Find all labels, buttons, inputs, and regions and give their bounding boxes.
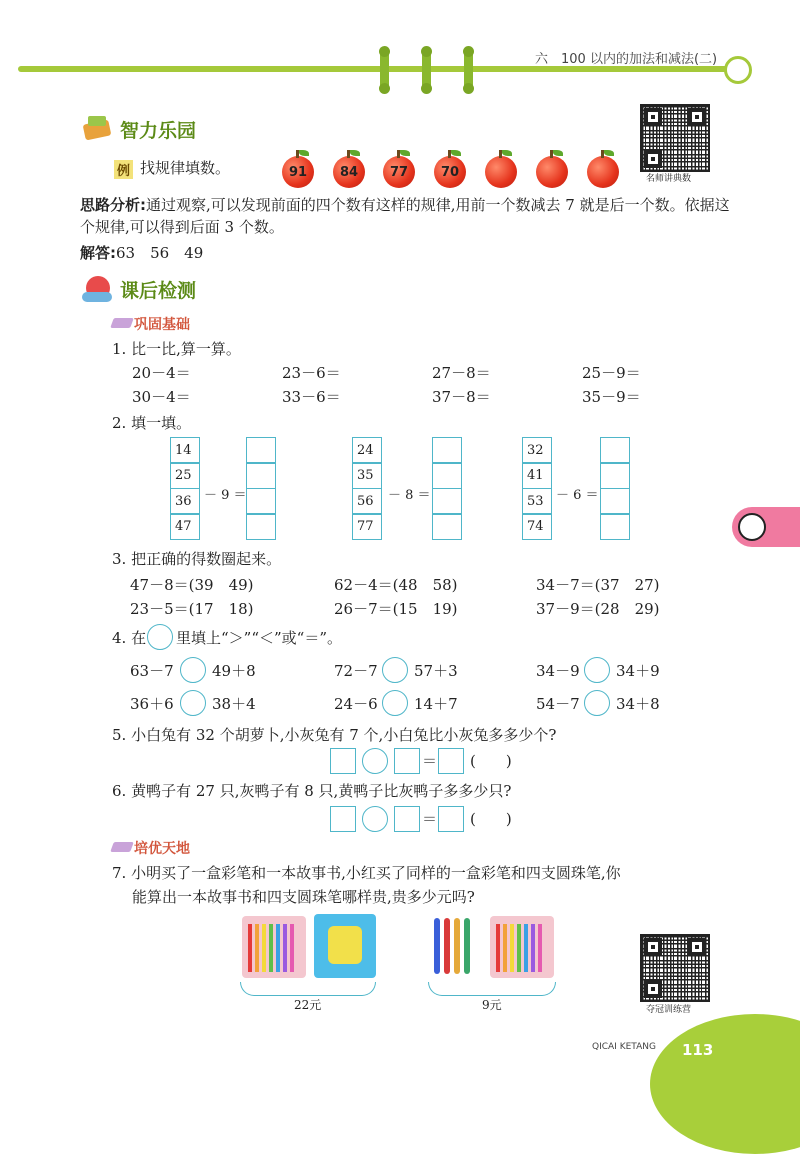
q2-operator: － 8 ＝ <box>388 488 431 503</box>
q1-item: 37－8＝ <box>432 388 491 406</box>
q5-title: 5. 小白兔有 32 个胡萝卜,小灰兔有 7 个,小白兔比小灰兔多多少个? <box>112 726 557 744</box>
q7-title-line1: 7. 小明买了一盒彩笔和一本故事书,小红买了同样的一盒彩笔和四支圆珠笔,你 <box>112 864 621 882</box>
q2-number: 32 <box>522 437 552 464</box>
q2-number: 41 <box>522 462 552 489</box>
q7-title-line2: 能算出一本故事书和四支圆珠笔哪样贵,贵多少元吗? <box>132 888 475 906</box>
q2-number: 14 <box>170 437 200 464</box>
q4-title-circle-icon <box>147 624 173 650</box>
q4-compare-circle[interactable] <box>584 690 610 716</box>
q2-operator: － 9 ＝ <box>204 488 247 503</box>
q6-unit-paren[interactable]: ( ) <box>470 810 512 828</box>
q1-item: 23－6＝ <box>282 364 341 382</box>
q2-answer-box[interactable] <box>600 462 630 489</box>
apple-number: 77 <box>383 156 415 188</box>
apple-number: 84 <box>333 156 365 188</box>
apple-blank <box>485 156 517 188</box>
q2-answer-box[interactable] <box>600 437 630 464</box>
ballpoint-pens-image <box>432 918 472 974</box>
q2-answer-column[interactable] <box>600 438 630 540</box>
q1-item: 33－6＝ <box>282 388 341 406</box>
price-label: 22元 <box>294 998 322 1012</box>
apple-blank <box>587 156 619 188</box>
answer-label: 解答: <box>80 244 116 262</box>
q6-number-box[interactable] <box>394 806 420 832</box>
apple-blank <box>536 156 568 188</box>
q4-left: 24－6 <box>334 695 378 713</box>
qr-code-teacher[interactable] <box>640 104 710 172</box>
q1-item: 30－4＝ <box>132 388 191 406</box>
pencil-icon <box>110 318 134 328</box>
footer-brand: QICAI KETANG <box>592 1042 656 1052</box>
q2-number: 74 <box>522 513 552 540</box>
q3-item[interactable]: 34－7＝(37 27) <box>536 576 660 594</box>
pencil-icon <box>110 842 134 852</box>
qr-caption: 夺冠训练营 <box>646 1005 692 1015</box>
q4-left: 54－7 <box>536 695 580 713</box>
q1-item: 20－4＝ <box>132 364 191 382</box>
q6-result-box[interactable] <box>438 806 464 832</box>
q1-title: 1. 比一比,算一算。 <box>112 340 241 358</box>
q6-operator-circle[interactable] <box>362 806 388 832</box>
q2-answer-box[interactable] <box>432 462 462 489</box>
q2-number-column <box>170 438 200 540</box>
q2-answer-box[interactable] <box>246 462 276 489</box>
q4-compare-circle[interactable] <box>180 657 206 683</box>
q5-equals: ＝ <box>422 752 438 770</box>
q4-left: 36＋6 <box>130 695 174 713</box>
q4-right: 38＋4 <box>212 695 256 713</box>
q2-answer-box[interactable] <box>246 437 276 464</box>
q3-item[interactable]: 47－8＝(39 49) <box>130 576 254 594</box>
subsection-peiyou: 培优天地 <box>134 841 190 857</box>
q4-right: 34＋9 <box>616 662 660 680</box>
q2-answer-box[interactable] <box>432 513 462 540</box>
q2-answer-box[interactable] <box>432 437 462 464</box>
q2-number: 35 <box>352 462 382 489</box>
q2-answer-box[interactable] <box>246 513 276 540</box>
q4-right: 14＋7 <box>414 695 458 713</box>
q4-compare-circle[interactable] <box>382 690 408 716</box>
binder-pin <box>380 48 389 92</box>
books-icon <box>80 112 114 142</box>
q3-title: 3. 把正确的得数圈起来。 <box>112 550 282 568</box>
q2-answer-box[interactable] <box>246 488 276 515</box>
q2-operator: － 6 ＝ <box>556 488 599 503</box>
binder-pin <box>422 48 431 92</box>
answer-text: 63 56 49 <box>116 244 204 262</box>
chapter-title: 六 100 以内的加法和减法(二) <box>535 52 718 67</box>
color-pens-box-image <box>242 916 306 978</box>
q2-title: 2. 填一填。 <box>112 414 192 432</box>
q2-number-column <box>352 438 382 540</box>
q2-number: 25 <box>170 462 200 489</box>
q3-item[interactable]: 62－4＝(48 58) <box>334 576 458 594</box>
example-text: 找规律填数。 <box>140 159 231 177</box>
q4-left: 34－9 <box>536 662 580 680</box>
q6-equals: ＝ <box>422 810 438 828</box>
q2-answer-box[interactable] <box>432 488 462 515</box>
q2-number: 53 <box>522 488 552 515</box>
q2-answer-box[interactable] <box>600 488 630 515</box>
q4-right: 34＋8 <box>616 695 660 713</box>
q2-answer-column[interactable] <box>432 438 462 540</box>
q1-item: 25－9＝ <box>582 364 641 382</box>
apple-mascot-icon <box>80 272 114 304</box>
q2-number: 36 <box>170 488 200 515</box>
section-title-zhili: 智力乐园 <box>120 120 197 142</box>
q4-title-end: 里填上“＞”“＜”或“＝”。 <box>176 629 343 647</box>
analysis-text: 通过观察,可以发现前面的四个数有这样的规律,用前一个数减去 7 就是后一个数。依据这个规律,可以得到后面 3 个数。 <box>80 196 730 236</box>
story-book-image <box>314 914 376 978</box>
q4-left: 72－7 <box>334 662 378 680</box>
q5-unit-paren[interactable]: ( ) <box>470 752 512 770</box>
answer-line <box>80 242 203 264</box>
corner-decoration <box>650 1014 800 1154</box>
q5-result-box[interactable] <box>438 748 464 774</box>
q1-item: 35－9＝ <box>582 388 641 406</box>
q6-number-box[interactable] <box>330 806 356 832</box>
analysis-paragraph <box>80 194 730 238</box>
q2-number: 24 <box>352 437 382 464</box>
q3-item[interactable]: 37－9＝(28 29) <box>536 600 660 618</box>
q1-item: 27－8＝ <box>432 364 491 382</box>
q4-compare-circle[interactable] <box>180 690 206 716</box>
panda-icon <box>738 513 766 541</box>
subsection-gonggu: 巩固基础 <box>134 317 190 333</box>
q4-compare-circle[interactable] <box>584 657 610 683</box>
example-tag: 例 <box>114 160 133 179</box>
section-title-kehou: 课后检测 <box>120 280 197 302</box>
q2-number: 56 <box>352 488 382 515</box>
q5-operator-circle[interactable] <box>362 748 388 774</box>
q4-title-start: 4. 在 <box>112 629 147 647</box>
page-number: 113 <box>682 1036 710 1064</box>
q6-title: 6. 黄鸭子有 27 只,灰鸭子有 8 只,黄鸭子比灰鸭子多多少只? <box>112 782 512 800</box>
q2-number-column <box>522 438 552 540</box>
apple-number: 70 <box>434 156 466 188</box>
q4-right: 57＋3 <box>414 662 458 680</box>
q2-number: 47 <box>170 513 200 540</box>
q2-answer-column[interactable] <box>246 438 276 540</box>
qr-code-training[interactable] <box>640 934 710 1002</box>
price-label: 9元 <box>482 998 502 1012</box>
analysis-label: 思路分析: <box>80 196 146 214</box>
q5-number-box[interactable] <box>330 748 356 774</box>
q4-compare-circle[interactable] <box>382 657 408 683</box>
q3-item[interactable]: 23－5＝(17 18) <box>130 600 254 618</box>
q5-number-box[interactable] <box>394 748 420 774</box>
apple-number: 91 <box>282 156 314 188</box>
color-pens-box-image <box>490 916 554 978</box>
q3-item[interactable]: 26－7＝(15 19) <box>334 600 458 618</box>
q2-number: 77 <box>352 513 382 540</box>
panda-side-tab[interactable] <box>732 507 800 547</box>
q4-right: 49＋8 <box>212 662 256 680</box>
qr-caption: 名师讲典数 <box>646 174 692 184</box>
q4-left: 63－7 <box>130 662 174 680</box>
binder-pin <box>464 48 473 92</box>
q2-answer-box[interactable] <box>600 513 630 540</box>
mascot-icon <box>724 56 752 84</box>
